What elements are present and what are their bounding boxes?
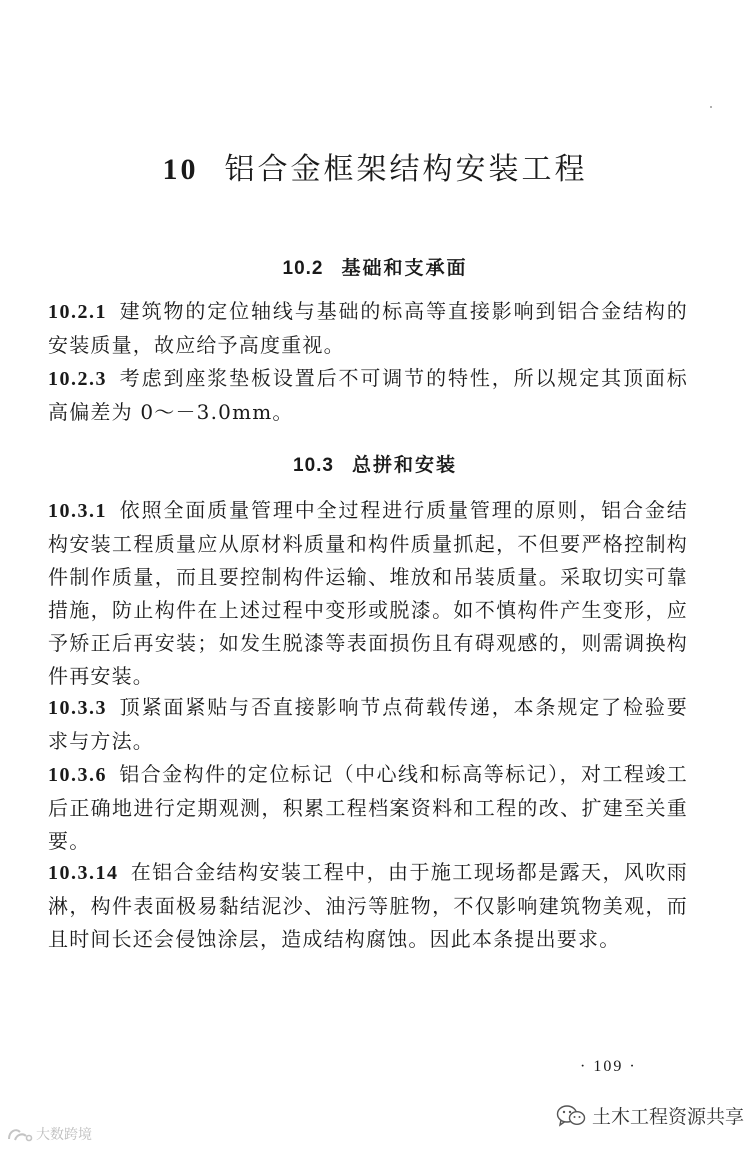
clause-text: 考虑到座浆垫板设置后不可调节的特性，所以规定其顶面标高偏差为 0～－3.0mm。 xyxy=(48,366,688,424)
clause-10-3-14 xyxy=(48,856,688,956)
section-title-text: 基础和支承面 xyxy=(341,257,468,279)
clause-number: 10.3.14 xyxy=(48,862,119,884)
clause-number: 10.2.1 xyxy=(48,301,107,323)
clause-text: 顶紧面紧贴与否直接影响节点荷载传递，本条规定了检验要求与方法。 xyxy=(48,695,688,753)
clause-10-2-1 xyxy=(48,295,688,362)
clause-10-3-6 xyxy=(48,758,688,858)
clause-10-2-3 xyxy=(48,362,688,429)
section-heading-10-3 xyxy=(0,450,750,477)
clause-number: 10.3.3 xyxy=(48,697,107,719)
clause-number: 10.3.6 xyxy=(48,764,107,786)
wechat-icon xyxy=(556,1104,586,1128)
clause-number: 10.2.3 xyxy=(48,368,107,390)
page-number: · 109 · xyxy=(580,1058,637,1075)
scan-speck xyxy=(710,106,712,108)
account-name: 土木工程资源共享 xyxy=(592,1106,745,1128)
section-number: 10.3 xyxy=(293,455,334,476)
clause-text: 依照全面质量管理中全过程进行质量管理的原则，铝合金结构安装工程质量应从原材料质量和构件质量抓起，不但要严格控制构件制作质量，而且要控制构件运输、堆放和吊装质量。采取切实可靠措施，防止构件在上述过程中变形或脱漆。如不慎构件产生变形，应予矫正后再安装；如发生脱漆等表面损伤且有碍观感的，则需调换构件再安装。 xyxy=(48,498,688,688)
clause-text: 在铝合金结构安装工程中，由于施工现场都是露天，风吹雨淋，构件表面极易黏结泥沙、油污等脏物，不仅影响建筑物美观，而且时间长还会侵蚀涂层，造成结构腐蚀。因此本条提出要求。 xyxy=(48,860,688,951)
section-title-text: 总拼和安装 xyxy=(351,454,457,476)
chapter-title-text: 铝合金框架结构安装工程 xyxy=(224,152,588,187)
source-logo-icon xyxy=(6,1125,34,1143)
clause-number: 10.3.1 xyxy=(48,500,107,522)
section-number: 10.2 xyxy=(282,258,324,279)
clause-text: 铝合金构件的定位标记（中心线和标高等标记），对工程竣工后正确地进行定期观测，积累工程档案资料和工程的改、扩建至关重要。 xyxy=(48,762,688,853)
clause-10-3-3 xyxy=(48,691,688,758)
section-heading-10-2 xyxy=(0,253,750,280)
clause-text: 建筑物的定位轴线与基础的标高等直接影响到铝合金结构的安装质量，故应给予高度重视。 xyxy=(48,299,688,357)
account-watermark xyxy=(556,1102,744,1129)
chapter-title xyxy=(0,144,750,188)
chapter-number: 10 xyxy=(162,153,199,186)
clause-10-3-1 xyxy=(48,494,688,693)
source-watermark xyxy=(6,1124,92,1144)
source-name: 大数跨境 xyxy=(36,1127,92,1143)
